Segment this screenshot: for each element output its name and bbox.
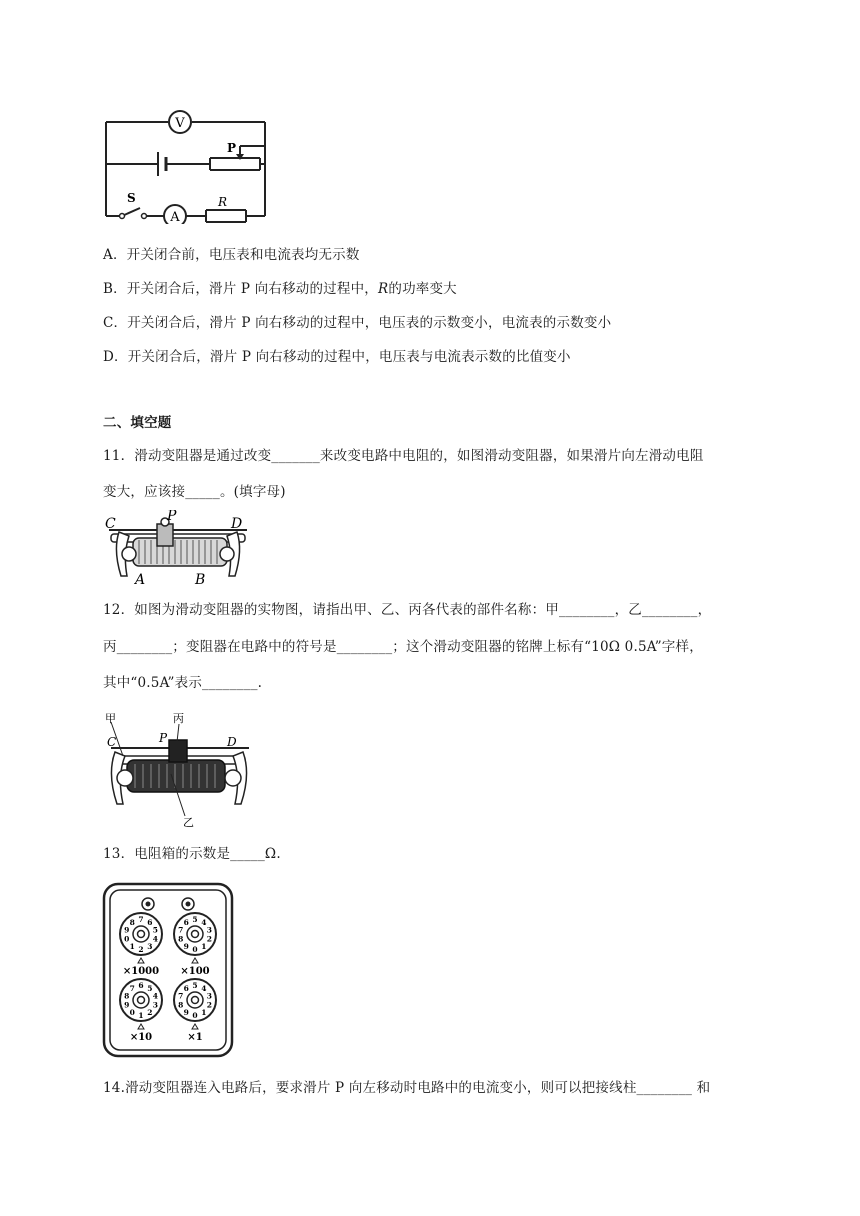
voltmeter-label: V bbox=[175, 116, 185, 131]
dial-multiplier-label: ×1000 bbox=[122, 966, 160, 977]
dial-digit: 3 bbox=[147, 942, 153, 952]
dial-digit: 3 bbox=[206, 991, 212, 1001]
dial-digit: 5 bbox=[147, 983, 153, 993]
dial-digit: 3 bbox=[206, 925, 212, 935]
dial-digit: 6 bbox=[147, 917, 153, 927]
dial-digit: 8 bbox=[178, 1000, 184, 1010]
q12-line3: 其中“0.5A”表示________. bbox=[103, 675, 263, 691]
option-b-prefix: B．开关闭合后，滑片 P 向右移动的过程中， bbox=[103, 281, 378, 297]
option-c: C．开关闭合后，滑片 P 向右移动的过程中，电压表的示数变小，电流表的示数变小 bbox=[103, 315, 612, 331]
option-b-resistor-symbol: R bbox=[378, 281, 389, 297]
slider-p-label: P bbox=[167, 510, 177, 524]
dial-digit: 1 bbox=[129, 942, 135, 952]
ammeter-label: A bbox=[170, 210, 180, 224]
terminal-c-label: C bbox=[105, 516, 116, 532]
terminal-b-label: B bbox=[195, 572, 206, 588]
part-bing-label: 丙 bbox=[173, 712, 184, 725]
terminal-c-label-2: C bbox=[107, 735, 117, 749]
dial-digit: 8 bbox=[129, 917, 135, 927]
terminal-icon-left bbox=[142, 898, 154, 910]
dial-digit: 9 bbox=[183, 942, 189, 952]
terminal-d-label-2: D bbox=[227, 735, 237, 749]
rheostat-figure-2 bbox=[103, 712, 255, 828]
option-d: D．开关闭合后，滑片 P 向右移动的过程中，电压表与电流表示数的比值变小 bbox=[103, 349, 571, 365]
dial-digit: 7 bbox=[178, 925, 184, 935]
option-b bbox=[103, 280, 457, 298]
q12-line1: 12．如图为滑动变阻器的实物图，请指出甲、乙、丙各代表的部件名称：甲________，乙________， bbox=[103, 602, 712, 618]
slider-label: P bbox=[227, 141, 237, 155]
rheostat-figure-1 bbox=[103, 510, 253, 590]
dial-digit: 8 bbox=[124, 991, 130, 1001]
dial-digit: 2 bbox=[206, 1000, 212, 1010]
dial-digit: 0 bbox=[124, 934, 130, 944]
switch-label: S bbox=[127, 191, 136, 205]
q11-line2: 变大，应该接_____。(填字母) bbox=[103, 484, 286, 500]
dial-digit: 1 bbox=[201, 942, 207, 952]
dial-digit: 0 bbox=[192, 1011, 198, 1020]
dial-digit: 1 bbox=[201, 1008, 207, 1018]
dial-multiplier-label: ×10 bbox=[129, 1032, 153, 1043]
dial-digit: 3 bbox=[152, 1000, 158, 1010]
dial-digit: 8 bbox=[178, 934, 184, 944]
dial-multiplier-label: ×1 bbox=[187, 1032, 203, 1043]
option-b-suffix: 的功率变大 bbox=[388, 281, 457, 297]
resistor-label: R bbox=[218, 195, 228, 209]
option-a: A．开关闭合前，电压表和电流表均无示数 bbox=[103, 247, 360, 263]
dial-digit: 0 bbox=[129, 1008, 135, 1018]
q14-line1: 14.滑动变阻器连入电路后，要求滑片 P 向左移动时电路中的电流变小，则可以把接线柱________ 和 bbox=[103, 1080, 711, 1096]
dial-digit: 6 bbox=[138, 981, 144, 990]
dial-digit: 4 bbox=[152, 934, 158, 944]
dial-digit: 9 bbox=[124, 1000, 130, 1010]
circuit-diagram bbox=[100, 108, 272, 224]
dial-multiplier-label: ×100 bbox=[180, 966, 210, 977]
dial-digit: 5 bbox=[192, 981, 198, 990]
terminal-a-label: A bbox=[135, 572, 146, 588]
dial-digit: 4 bbox=[201, 983, 207, 993]
dial-1 bbox=[120, 913, 162, 977]
dial-digit: 5 bbox=[192, 915, 198, 924]
battery-icon bbox=[158, 152, 166, 176]
dial-digit: 2 bbox=[138, 945, 144, 954]
slider-p-label-2: P bbox=[159, 731, 168, 745]
resistance-box-figure bbox=[102, 882, 234, 1058]
q13-line1: 13．电阻箱的示数是_____Ω. bbox=[103, 846, 281, 862]
dial-digit: 2 bbox=[147, 1008, 153, 1018]
dial-digit: 2 bbox=[206, 934, 212, 944]
dial-digit: 7 bbox=[129, 983, 135, 993]
dial-digit: 1 bbox=[138, 1011, 144, 1020]
dial-digit: 6 bbox=[183, 983, 189, 993]
dial-digit: 5 bbox=[152, 925, 158, 935]
dial-digit: 9 bbox=[183, 1008, 189, 1018]
section-title: 二、填空题 bbox=[103, 415, 172, 431]
q12-line2: 丙________；变阻器在电路中的符号是________；这个滑动变阻器的铭牌上标有“10Ω 0.5A”字样， bbox=[103, 639, 703, 655]
dial-digit: 7 bbox=[178, 991, 184, 1001]
terminal-icon-right bbox=[182, 898, 194, 910]
dial-digit: 4 bbox=[201, 917, 207, 927]
dial-digit: 7 bbox=[138, 915, 144, 924]
voltmeter-icon bbox=[169, 111, 191, 133]
dial-digit: 9 bbox=[124, 925, 130, 935]
q11-line1: 11．滑动变阻器是通过改变_______来改变电路中电阻的，如图滑动变阻器，如果滑片向左滑动电阻 bbox=[103, 448, 704, 464]
dial-digit: 6 bbox=[183, 917, 189, 927]
dial-digit: 4 bbox=[152, 991, 158, 1001]
dial-digit: 0 bbox=[192, 945, 198, 954]
terminal-d-label: D bbox=[231, 516, 243, 532]
part-yi-label: 乙 bbox=[183, 816, 194, 828]
part-jia-label: 甲 bbox=[105, 712, 116, 725]
ammeter-icon bbox=[164, 205, 186, 224]
